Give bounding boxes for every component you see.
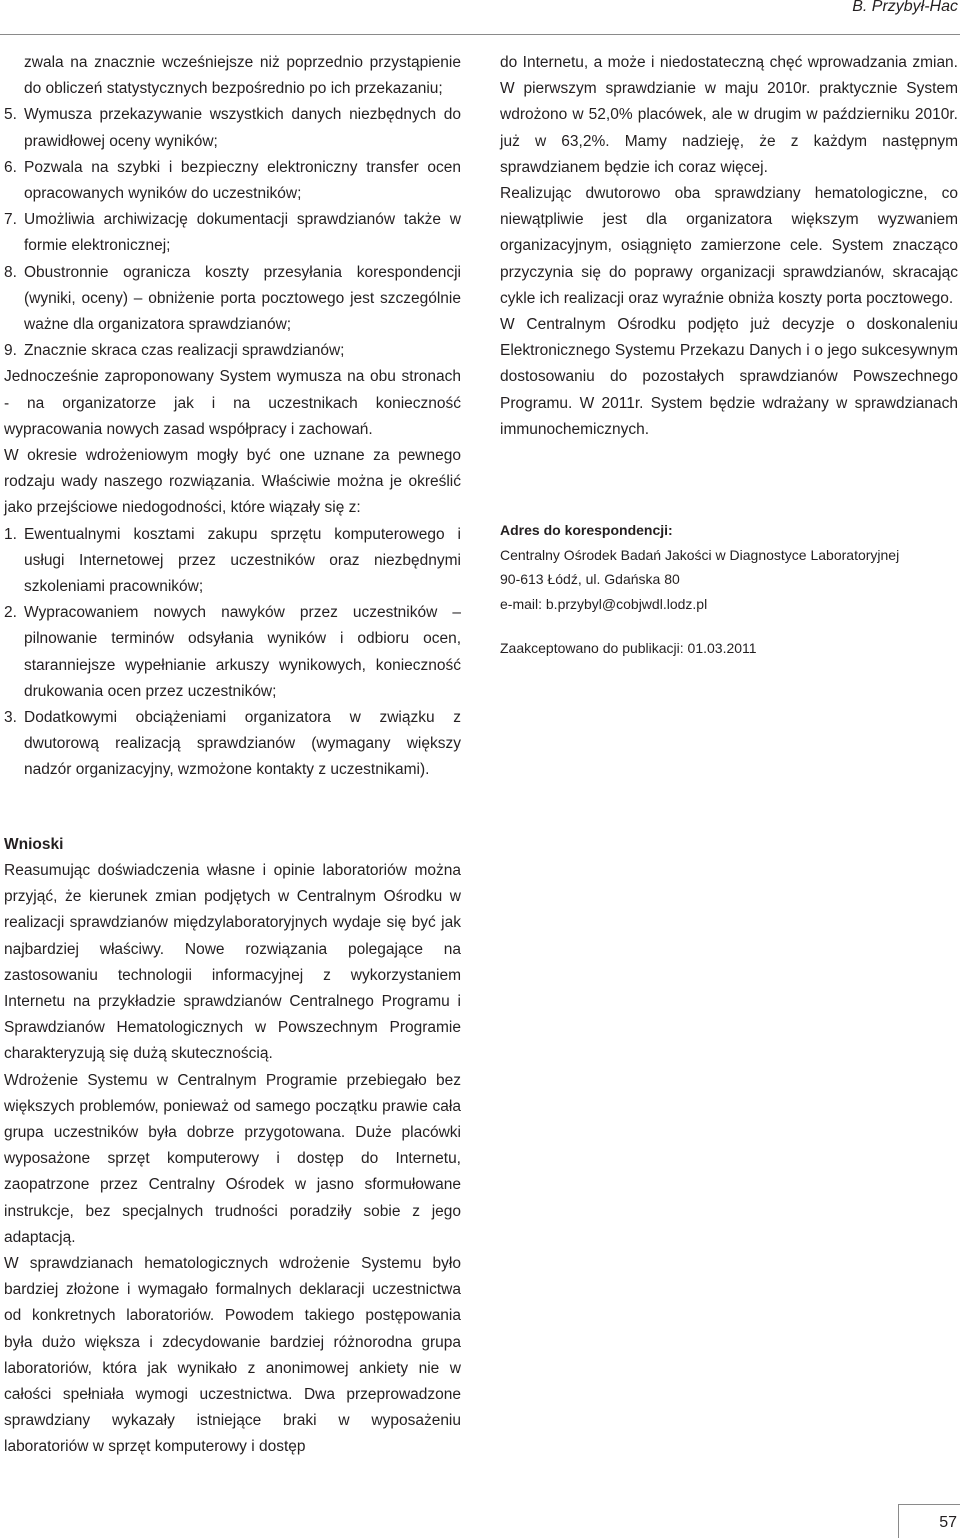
correspondence-email: e-mail: b.przybyl@cobjwdl.lodz.pl (500, 595, 708, 612)
list-text: Znacznie skraca czas realizacji sprawdzianów; (24, 342, 345, 360)
list-text: Ewentualnymi kosztami zakupu sprzętu komputerowego i usługi Internetowej przez uczestników oraz niezbędnymi szkoleniami pracowników; (24, 525, 461, 596)
paragraph: Jednocześnie zaproponowany System wymusza na obu stronach - na organizatorze jak i na uczestnikach konieczność wypracowania nowych zasad współpracy i zachowań. (4, 368, 461, 438)
list-item (4, 102, 461, 154)
list-item-continuation: zwala na znacznie wcześniejsze niż poprzednio przystąpienie do obliczeń statystycznych bezpośrednio po ich przekazaniu; (24, 54, 461, 98)
list-number: 2. (4, 604, 17, 622)
correspondence-address: 90-613 Łódź, ul. Gdańska 80 (500, 571, 680, 587)
list-text: Wymusza przekazywanie wszystkich danych niezbędnych do prawidłowej oceny wyników; (24, 106, 461, 150)
list-text: Pozwala na szybki i bezpieczny elektroniczny transfer ocen opracowanych wyników do uczestników; (24, 158, 461, 203)
list-number: 5. (4, 106, 17, 124)
list-text: Umożliwia archiwizację dokumentacji sprawdzianów także w formie elektronicznej; (24, 211, 461, 255)
list-number: 7. (4, 211, 17, 229)
section-heading: Wnioski (4, 836, 64, 853)
right-column (500, 50, 958, 443)
paragraph: W Centralnym Ośrodku podjęto już decyzje o doskonaleniu Elektronicznego Systemu Przekazu Danych i o jego sukcesywnym dostosowaniu do pozostałych sprawdzianów Powszechnego Programu. W 2011r. System będzie wdrażany w sprawdzianach immunochemicznych. (500, 316, 958, 438)
page-number: 57 (939, 1514, 957, 1531)
list-item (4, 207, 461, 259)
list-number: 9. (4, 342, 17, 360)
correspondence-label: Adres do korespondencji: (500, 522, 673, 538)
paragraph: W okresie wdrożeniowym mogły być one uznane za pewnego rodzaju wady naszego rozwiązania. Właściwie można je określić jako przejściowe niedogodności, które wiązały się z: (4, 447, 461, 517)
paragraph: Realizując dwutorowo oba sprawdziany hematologiczne, co niewątpliwie jest dla organizatora większym wyzwaniem organizacyjnym, osiągnięto zamierzone cele. System znacząco przyczynia się do poprawy organizacji sprawdzianów, skracając cykle ich realizacji oraz wyraźnie obniża koszty porta pocztowego. (500, 185, 958, 307)
paragraph: do Internetu, a może i niedostateczną chęć wprowadzania zmian. W pierwszym sprawdzianie w maju 2010r. praktycznie System wdrożono w 52,0% placówek, ale w drugim w październiku 2010r. już w 63,2%. Mamy nadzieję, że z każdym następnym sprawdzianem będzie ich coraz więcej. (500, 54, 958, 176)
list-text: Obustronnie ogranicza koszty przesyłania korespondencji (wyniki, oceny) – obniżenie porta pocztowego jest szczególnie ważne dla organizatora sprawdzianów; (24, 263, 461, 334)
page-number-box (898, 1504, 960, 1538)
correspondence-institution: Centralny Ośrodek Badań Jakości w Diagnostyce Laboratoryjnej (500, 546, 900, 563)
list-text: Dodatkowymi obciążeniami organizatora w związku z dwutorową realizacją sprawdzianów (wymagany większy nadzór organizacyjny, wzmożone kontakty z uczestnikami). (24, 709, 461, 779)
list-number: 8. (4, 263, 17, 281)
list-item (4, 338, 461, 364)
list-number: 1. (4, 525, 17, 543)
paragraph: Wdrożenie Systemu w Centralnym Programie przebiegało bez większych problemów, ponieważ od samego początku prawie cała grupa uczestników była dobrze przygotowana. Duże placówki wyposażone sprzęt komputerowy i dostęp do Internetu, zaopatrzone przez Centralny Ośrodek w jasno sformułowane instrukcje, bez specjalnych trudności poradziły sobie z jego adaptacją. (4, 1071, 461, 1246)
list-number: 6. (4, 158, 17, 176)
list-number: 3. (4, 709, 17, 727)
list-item (4, 155, 461, 207)
list-item (4, 600, 461, 705)
paragraph: Reasumując doświadczenia własne i opinie laboratoriów można przyjąć, że kierunek zmian podjętych w Centralnym Ośrodku w realizacji sprawdzianów międzylaboratoryjnych wydaje się być jak najbardziej właściwy. Nowe rozwiązania polegające na zastosowaniu technologii informacyjnej z wykorzystaniem Internetu na przykładzie sprawdzianów Centralnego Programu i Sprawdzianów Hematologicznych w Powszechnym Programie charakteryzują się dużą skutecznością. (4, 862, 461, 1063)
paragraph: W sprawdzianach hematologicznych wdrożenie Systemu było bardziej złożone i wymagało formalnych deklaracji uczestnictwa od konkretnych laboratoriów. Powodem takiego postępowania była dużo większa i zdecydowanie bardziej różnorodna grupa laboratoriów, która jak wynikało z anonimowej ankiety nie w całości spełniała wymogi uczestnictwa. Dwa przeprowadzone sprawdziany wykazały istniejące braki w wyposażeniu laboratoriów w sprzęt komputerowy i dostęp (4, 1255, 461, 1456)
list-item (4, 260, 461, 339)
list-item (4, 705, 461, 784)
correspondence-block (500, 518, 958, 616)
conclusions-section (4, 832, 461, 1461)
running-header-author: B. Przybył-Hac (852, 0, 958, 15)
left-column (4, 50, 461, 784)
list-text: Wypracowaniem nowych nawyków przez uczestników – pilnowanie terminów odsyłania wyników i odbioru ocen, staranniejsze wypełnianie arkuszy wynikowych, konieczność drukowania ocen przez uczestników; (24, 604, 461, 700)
list-item (4, 522, 461, 601)
accepted-date: Zaakceptowano do publikacji: 01.03.2011 (500, 640, 757, 656)
header-rule (0, 34, 960, 35)
